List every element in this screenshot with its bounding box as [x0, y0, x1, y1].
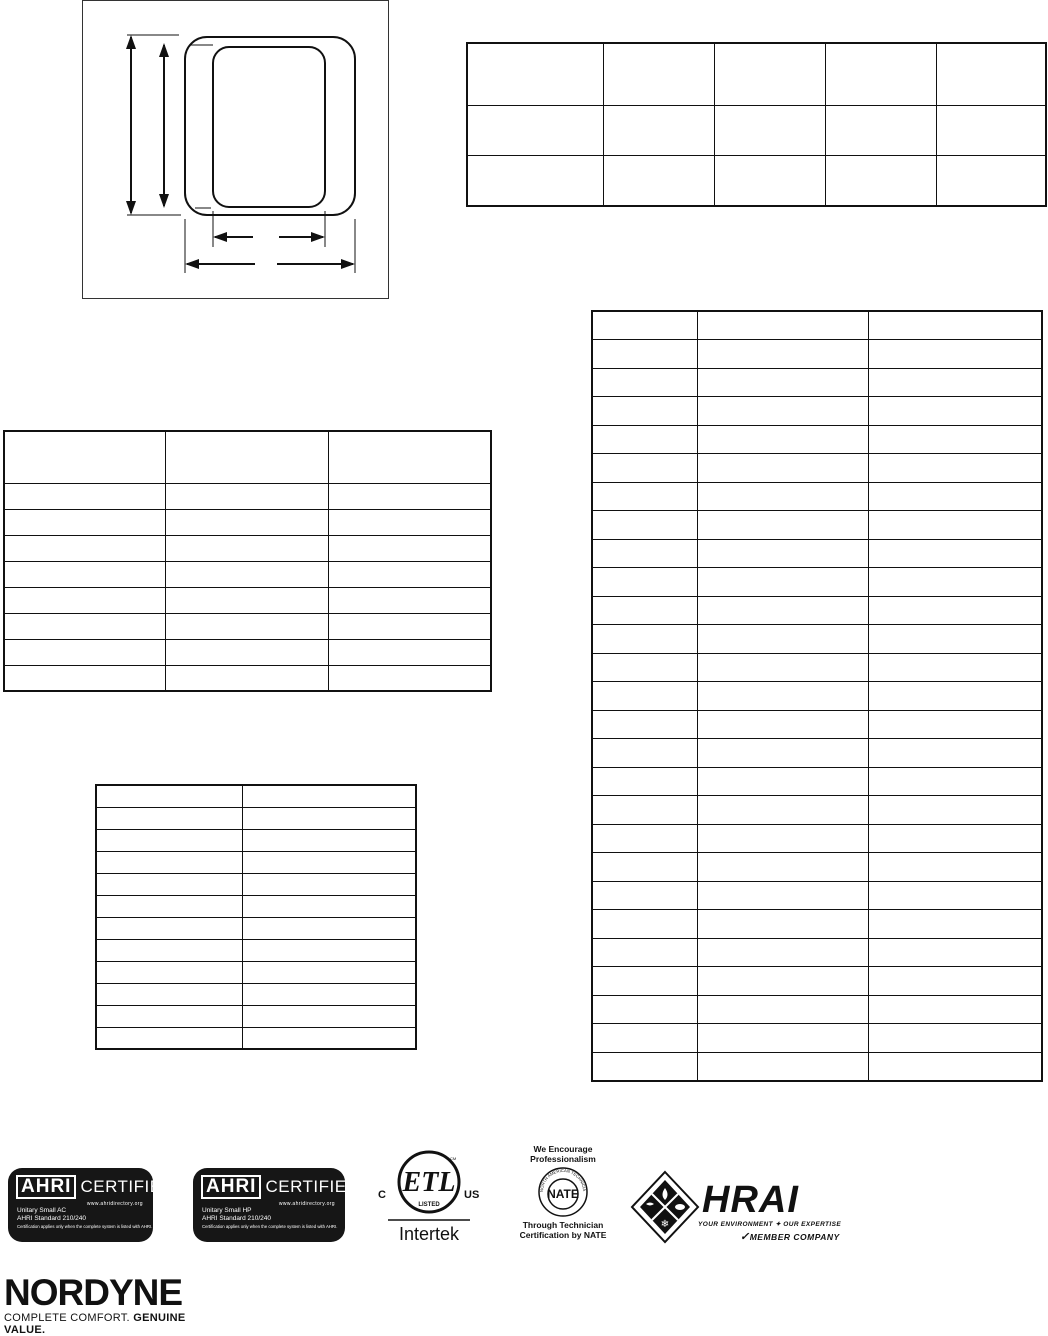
- table-row: [96, 873, 416, 895]
- etl-intertek-logo: [374, 1140, 486, 1250]
- table-row: [592, 653, 1042, 682]
- ahri-program: Unitary Small AC: [17, 1207, 67, 1214]
- table-row: [467, 43, 1046, 105]
- specs-table: [3, 430, 492, 692]
- table-row: [592, 482, 1042, 511]
- tagline-part-b: GENUINE VALUE.: [4, 1312, 186, 1336]
- ahri-brand: AHRI: [16, 1175, 76, 1199]
- table-row: [4, 587, 491, 613]
- table-row: [96, 917, 416, 939]
- model-list-table: [591, 310, 1043, 1082]
- nate-top-text: We Encourage Professionalism: [530, 1144, 596, 1164]
- table-row: [4, 535, 491, 561]
- etl-c-text: C: [378, 1189, 386, 1201]
- table-row: [592, 568, 1042, 597]
- table-row: [592, 454, 1042, 483]
- ahri-certified-ac-logo: [8, 1168, 185, 1242]
- table-row: [592, 539, 1042, 568]
- table-row: [592, 796, 1042, 825]
- ahri-certified-text: CERTIFIED: [265, 1177, 360, 1196]
- table-row: [592, 368, 1042, 397]
- hrai-name: HRAI: [702, 1179, 799, 1221]
- etl-listed-text: LISTED: [418, 1202, 440, 1208]
- table-row: [592, 311, 1042, 340]
- hrai-member-label: MEMBER COMPANY: [749, 1232, 840, 1242]
- table-row: [592, 910, 1042, 939]
- trademark-mark: TM: [360, 1184, 370, 1190]
- table-row: [96, 1005, 416, 1027]
- nate-badge: [508, 1164, 618, 1220]
- ahri-url: www.ahridirectory.org: [86, 1201, 143, 1207]
- ahri-program: Unitary Small HP: [202, 1207, 252, 1214]
- table-row: [96, 1027, 416, 1049]
- table-row: [96, 829, 416, 851]
- nate-bottom-text: Through Technician Certification by NATE: [519, 1220, 607, 1240]
- ahri-standard: AHRI Standard 210/240: [202, 1215, 272, 1222]
- table-row: [592, 995, 1042, 1024]
- dimensions-table: [466, 42, 1047, 207]
- table-row: [4, 561, 491, 587]
- table-row: [592, 710, 1042, 739]
- table-row: [592, 397, 1042, 426]
- table-row: [96, 807, 416, 829]
- table-row: [592, 767, 1042, 796]
- table-row: [96, 851, 416, 873]
- dimension-diagram: [82, 0, 389, 299]
- etl-mark-text: ETL: [402, 1167, 456, 1198]
- table-row: [592, 938, 1042, 967]
- ahri-url: www.ahridirectory.org: [278, 1201, 335, 1207]
- table-row: [96, 895, 416, 917]
- nordyne-name: NORDYNE: [4, 1272, 183, 1313]
- table-row: [96, 785, 416, 807]
- ahri-standard: AHRI Standard 210/240: [17, 1215, 87, 1222]
- check-icon: ✓: [740, 1231, 750, 1243]
- table-row: [592, 853, 1042, 882]
- table-row: [592, 881, 1042, 910]
- trademark-mark: TM: [175, 1184, 185, 1190]
- hrai-diamond-icon: [630, 1170, 700, 1244]
- cabinet-outline-drawing: [83, 1, 390, 300]
- table-row: [4, 639, 491, 665]
- table-row: [592, 739, 1042, 768]
- etl-us-text: US: [464, 1189, 480, 1201]
- etl-cm-text: CM: [450, 1156, 457, 1161]
- table-row: [592, 511, 1042, 540]
- table-row: [4, 509, 491, 535]
- table-row: [4, 665, 491, 691]
- table-row: [96, 961, 416, 983]
- table-row: [592, 340, 1042, 369]
- table-row: [96, 983, 416, 1005]
- svg-text:❄: ❄: [660, 1219, 670, 1230]
- nate-badge-text: NATE: [547, 1187, 579, 1201]
- nordyne-logo: [4, 1272, 194, 1336]
- table-row: [592, 967, 1042, 996]
- table-row: [467, 105, 1046, 155]
- table-row: [96, 939, 416, 961]
- nate-ring-text: NORTH AMERICAN TECHNICIA: [538, 1167, 588, 1193]
- table-row: [592, 596, 1042, 625]
- table-row: [467, 155, 1046, 206]
- ahri-brand: AHRI: [201, 1175, 261, 1199]
- ahri-certified-text: CERTIFIED: [80, 1177, 175, 1196]
- table-row: [592, 824, 1042, 853]
- table-row: [592, 625, 1042, 654]
- tagline-part-a: COMPLETE COMFORT.: [4, 1312, 130, 1324]
- table-row: [592, 682, 1042, 711]
- table-row: [4, 431, 491, 483]
- ahri-disclaimer: Certification applies only when the complete system is listed with AHRI.: [202, 1224, 338, 1229]
- intertek-name: Intertek: [398, 1224, 460, 1244]
- table-row: [592, 425, 1042, 454]
- nordyne-tagline: [4, 1312, 194, 1336]
- hrai-tagline: YOUR ENVIRONMENT ✦ OUR EXPERTISE: [698, 1221, 842, 1228]
- table-row: [592, 1024, 1042, 1053]
- etl-listed-mark: [374, 1140, 486, 1250]
- table-row: [4, 613, 491, 639]
- hrai-logo: [630, 1170, 840, 1244]
- nate-logo: [508, 1144, 618, 1248]
- ahri-certified-hp-logo: [193, 1168, 370, 1242]
- options-table: [95, 784, 417, 1050]
- table-row: [4, 483, 491, 509]
- table-row: [592, 1052, 1042, 1081]
- hrai-member-text: [740, 1230, 840, 1243]
- ahri-disclaimer: Certification applies only when the complete system is listed with AHRI.: [17, 1224, 153, 1229]
